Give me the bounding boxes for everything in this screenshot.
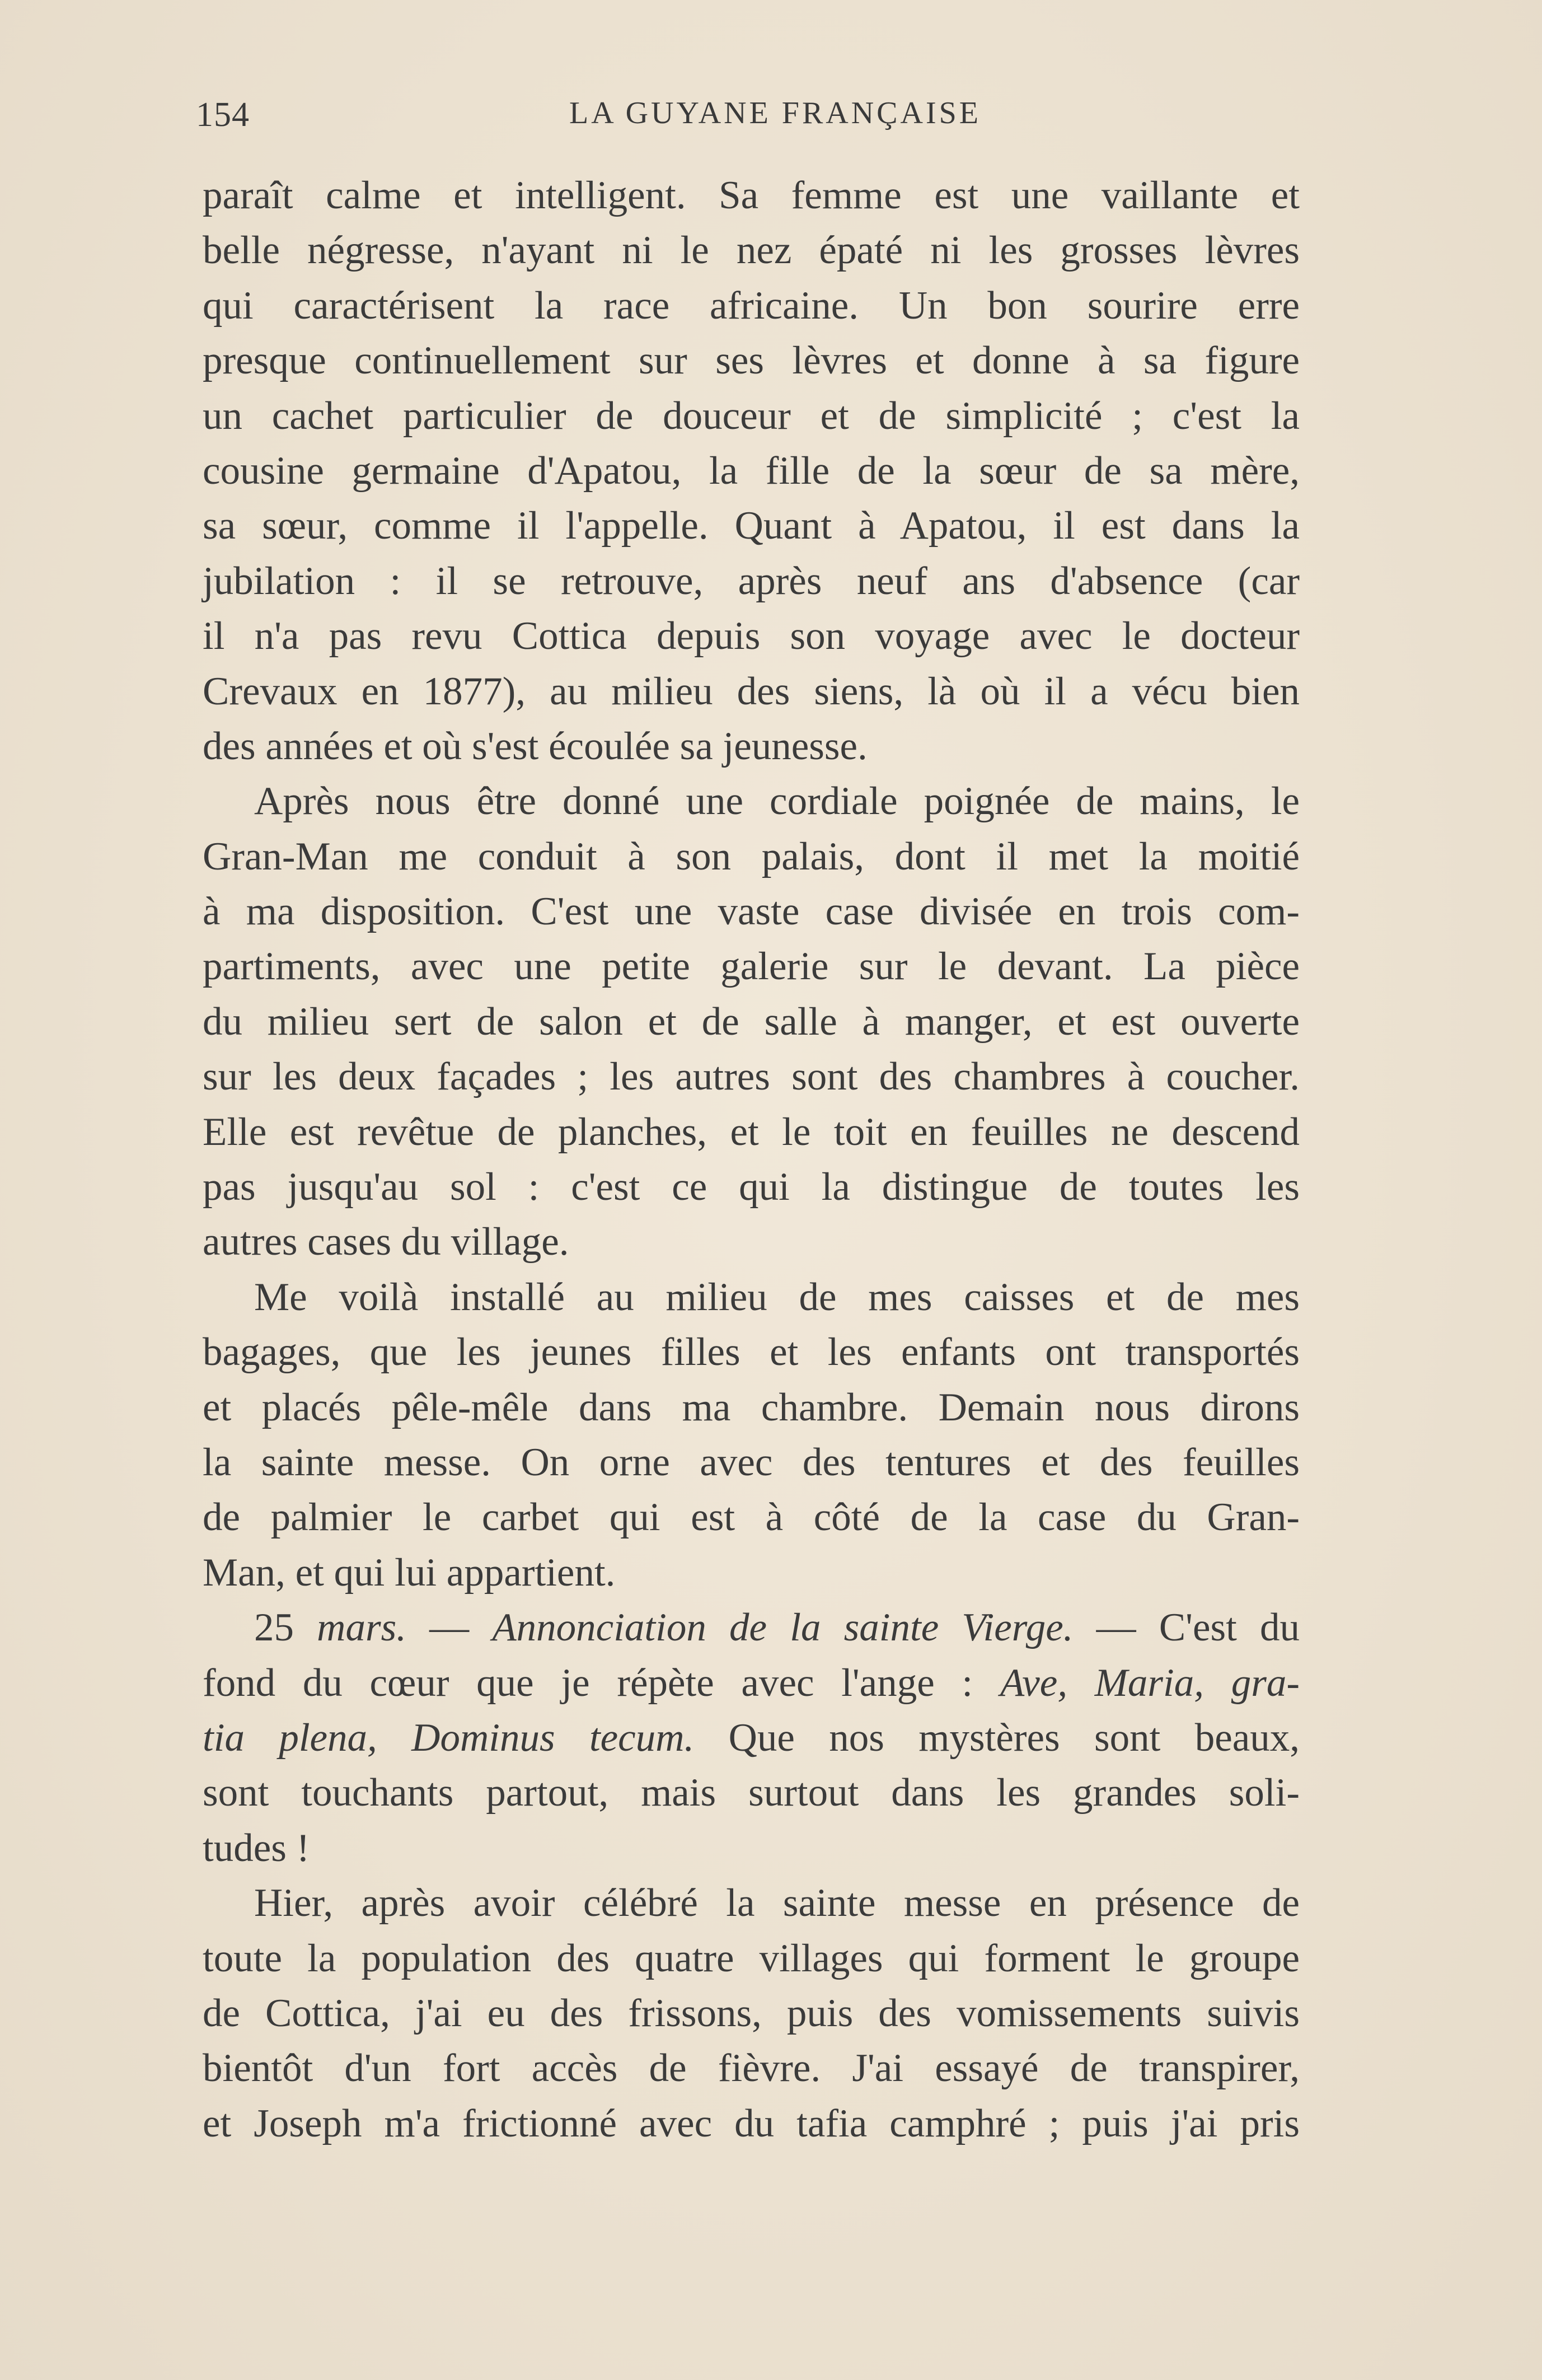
text-fragment: Que nos mystères sont beaux, — [694, 1715, 1300, 1760]
text-line: sa sœur, comme il l'appelle. Quant à Apatou, il est dans la — [203, 504, 1300, 548]
text-line: jubilation : il se retrouve, après neuf ans d'absence (car — [203, 559, 1300, 603]
diary-entry-line — [203, 1600, 1300, 1655]
text-line: autres cases du village. — [203, 1220, 569, 1264]
text-line: Me voilà installé au milieu de mes caisses et de mes — [254, 1275, 1300, 1319]
text-line: sont touchants partout, mais surtout dans les grandes soli- — [203, 1771, 1300, 1815]
text-line: il n'a pas revu Cottica depuis son voyage avec le docteur — [203, 614, 1300, 658]
text-line — [203, 1710, 1300, 1765]
text-line: partiments, avec une petite galerie sur le devant. La pièce — [203, 944, 1300, 989]
text-line: Elle est revêtue de planches, et le toit en feuilles ne descend — [203, 1110, 1300, 1154]
running-title: LA GUYANE FRANÇAISE — [569, 96, 981, 130]
text-line: la sainte messe. On orne avec des tentures et des feuilles — [203, 1440, 1300, 1484]
text-line: Man, et qui lui appartient. — [203, 1550, 616, 1595]
text-line: des années et où s'est écoulée sa jeunesse. — [203, 724, 868, 768]
text-fragment: — C'est du — [1073, 1606, 1300, 1650]
text-line: de palmier le carbet qui est à côté de la case du Gran- — [203, 1495, 1300, 1540]
latin-quote: tia plena, Dominus tecum. — [203, 1715, 695, 1760]
text-line: Gran-Man me conduit à son palais, dont il met la moitié — [203, 834, 1300, 878]
text-line: bientôt d'un fort accès de fièvre. J'ai essayé de transpirer, — [203, 2046, 1300, 2091]
text-line: paraît calme et intelligent. Sa femme est une vaillante et — [203, 174, 1300, 217]
text-line: de Cottica, j'ai eu des frissons, puis des vomissements suivis — [203, 1991, 1300, 2035]
page-header — [196, 95, 1315, 146]
date-number: 25 — [254, 1606, 317, 1650]
text-line: et placés pêle-mêle dans ma chambre. Demain nous dirons — [203, 1385, 1300, 1429]
text-line: qui caractérisent la race africaine. Un bon sourire erre — [203, 283, 1300, 328]
text-line: toute la population des quatre villages qui forment le groupe — [203, 1936, 1300, 1980]
date-month: mars. — [317, 1606, 406, 1650]
text-line: Hier, après avoir célébré la sainte messe en présence de — [254, 1881, 1300, 1925]
text-line: pas jusqu'au sol : c'est ce qui la distingue de toutes les — [203, 1165, 1300, 1209]
text-line: un cachet particulier de douceur et de simplicité ; c'est la — [203, 394, 1300, 438]
text-line: belle négresse, n'ayant ni le nez épaté ni les grosses lèvres — [203, 228, 1300, 273]
body-text — [203, 168, 1300, 2151]
text-line: presque continuellement sur ses lèvres et donne à sa figure — [203, 339, 1300, 383]
text-line: tudes ! — [203, 1826, 310, 1870]
text-line: à ma disposition. C'est une vaste case divisée en trois com- — [203, 890, 1300, 934]
feast-title: Annonciation de la sainte Vierge. — [492, 1606, 1074, 1650]
text-line: sur les deux façades ; les autres sont des chambres à coucher. — [203, 1055, 1300, 1099]
text-line: du milieu sert de salon et de salle à manger, et est ouverte — [203, 999, 1300, 1044]
text-line: cousine germaine d'Apatou, la fille de la sœur de sa mère, — [203, 448, 1300, 493]
text-fragment: fond du cœur que je répète avec l'ange : — [203, 1661, 1000, 1705]
page-number: 154 — [196, 96, 250, 134]
text-line: bagages, que les jeunes filles et les enfants ont transportés — [203, 1330, 1300, 1374]
text-line — [203, 1656, 1300, 1710]
dash: — — [406, 1606, 493, 1650]
text-line: Après nous être donné une cordiale poignée de mains, le — [254, 779, 1300, 824]
text-line: et Joseph m'a frictionné avec du tafia camphré ; puis j'ai pris — [203, 2101, 1300, 2145]
text-line: Crevaux en 1877), au milieu des siens, là où il a vécu bien — [203, 669, 1300, 713]
latin-quote: Ave, Maria, gra- — [1000, 1661, 1300, 1705]
